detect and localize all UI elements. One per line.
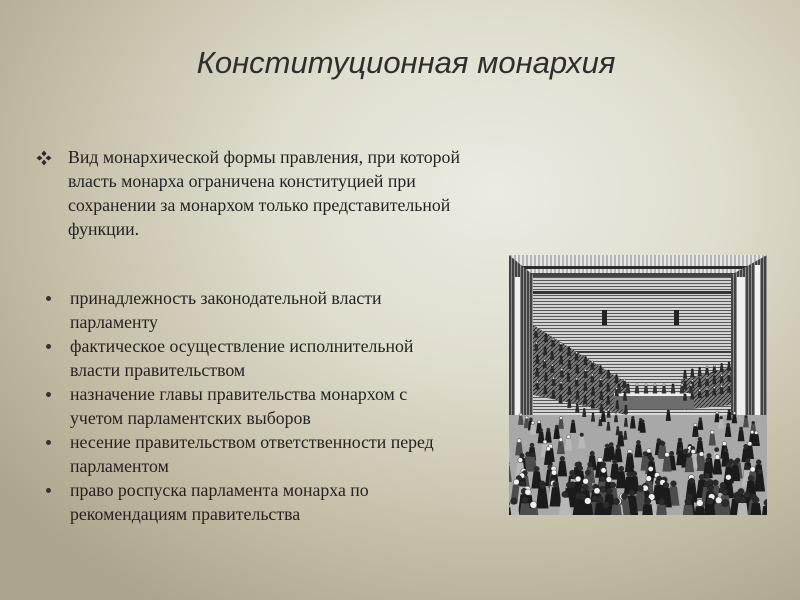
seated-figure-head xyxy=(608,370,610,372)
bench-figure-head xyxy=(681,384,683,386)
crowd-figure-head xyxy=(525,416,528,419)
crowd-figure-head xyxy=(715,497,722,504)
seated-figure-head xyxy=(553,377,555,379)
crowd-figure-head xyxy=(704,473,710,479)
crowd-figure-head xyxy=(567,435,571,439)
seated-figure-head xyxy=(576,404,578,406)
seated-figure-head xyxy=(728,384,730,386)
crowd-figure-head xyxy=(755,431,759,435)
seated-figure-head xyxy=(575,352,577,354)
round-bullet-icon xyxy=(46,344,51,349)
crowd-figure-head xyxy=(553,481,559,487)
seated-figure-head xyxy=(552,338,554,340)
seated-figure-head xyxy=(699,389,701,391)
feature-line: принадлежность законодательной власти xyxy=(70,288,382,308)
crowd-figure-head xyxy=(598,457,603,462)
crowd-figure-head xyxy=(531,421,534,424)
feature-line: фактическое осуществление исполнительной xyxy=(70,336,414,356)
seated-figure-head xyxy=(536,381,538,383)
crowd-figure-head xyxy=(744,444,748,448)
seated-figure-head xyxy=(544,360,546,362)
seated-figure-head xyxy=(624,431,626,433)
crowd-figure-head xyxy=(616,444,620,448)
seated-figure-head xyxy=(600,365,602,367)
crowd-figure-head xyxy=(705,458,710,463)
crowd-figure-head xyxy=(605,444,609,448)
engraving-cornice-lower xyxy=(509,273,767,277)
seated-figure-head xyxy=(551,351,553,353)
crowd-figure-head xyxy=(724,448,728,452)
definition-line: сохранении за монархом только представительной xyxy=(68,195,451,215)
seated-figure-head xyxy=(706,377,708,379)
seated-figure-head xyxy=(576,365,578,367)
crowd-figure-head xyxy=(739,427,742,430)
engraving-cornice xyxy=(509,266,767,269)
crowd-figure-head xyxy=(575,476,581,482)
seated-figure-head xyxy=(617,426,619,428)
definition-line: власть монарха ограничена конституцией при xyxy=(68,171,416,191)
crowd-figure-head xyxy=(637,485,643,491)
crowd-figure-head xyxy=(707,453,712,458)
crowd-figure-head xyxy=(665,452,670,457)
crowd-figure-head xyxy=(649,457,654,462)
crowd-figure-head xyxy=(722,500,729,507)
seated-figure-head xyxy=(625,418,627,420)
seated-figure-head xyxy=(623,379,625,381)
seated-figure-head xyxy=(684,370,686,372)
seated-figure-head xyxy=(584,356,586,358)
seated-figure-head xyxy=(592,387,594,389)
seated-figure-head xyxy=(624,392,626,394)
seated-figure-head xyxy=(551,364,553,366)
crowd-figure-head xyxy=(601,468,606,473)
crowd-figure-head xyxy=(678,447,682,451)
crowd-figure-head xyxy=(583,478,589,484)
crowd-figure-head xyxy=(716,411,719,414)
crowd-figure-head xyxy=(745,415,748,418)
crowd-figure-head xyxy=(745,458,750,463)
seated-figure-head xyxy=(615,374,617,376)
crowd-figure-head xyxy=(517,439,521,443)
feature-line: парламентом xyxy=(70,456,169,476)
crowd-figure-head xyxy=(529,418,532,421)
seated-figure-head xyxy=(728,373,730,375)
crowd-figure-head xyxy=(694,423,697,426)
seated-figure-head xyxy=(560,356,562,358)
bench-figure-head xyxy=(690,384,692,386)
seated-figure-head xyxy=(536,355,538,357)
crowd-figure-head xyxy=(752,421,755,424)
feature-item xyxy=(44,478,434,526)
crowd-figure-head xyxy=(699,417,702,420)
diamond-bullet-icon xyxy=(36,150,52,166)
feature-line: парламенту xyxy=(70,312,158,332)
crowd-figure-head xyxy=(726,423,729,426)
crowd-figure-head xyxy=(661,442,665,446)
crowd-figure-head xyxy=(647,449,651,453)
round-bullet-icon xyxy=(46,488,51,493)
seated-figure-head xyxy=(615,413,617,415)
seated-figure-head xyxy=(560,382,562,384)
crowd-figure-head xyxy=(739,496,746,503)
crowd-figure-head xyxy=(559,438,563,442)
crowd-figure-head xyxy=(715,447,719,451)
crowd-figure-head xyxy=(530,501,537,508)
crowd-figure-head xyxy=(756,460,761,465)
crowd-figure-head xyxy=(555,425,558,428)
seated-figure-head xyxy=(545,373,547,375)
definition-line: функции. xyxy=(68,219,140,239)
bench-figure-head xyxy=(654,384,656,386)
crowd-figure-head xyxy=(534,466,539,471)
seated-figure-head xyxy=(584,382,586,384)
seated-figure-head xyxy=(535,329,537,331)
crowd-figure-head xyxy=(643,451,648,456)
seated-figure-head xyxy=(625,405,627,407)
definition-paragraph xyxy=(68,145,460,241)
crowd-figure-head xyxy=(519,413,522,416)
feature-line: назначение главы правительства монархом с xyxy=(70,384,408,404)
seated-figure-head xyxy=(536,368,538,370)
crowd-figure-head xyxy=(585,470,590,475)
crowd-figure-head xyxy=(745,465,750,470)
seated-figure-head xyxy=(592,413,594,415)
crowd-figure-head xyxy=(699,452,704,457)
crowd-figure-head xyxy=(744,491,750,497)
engraving-gallery-rail xyxy=(531,291,731,294)
seated-figure-head xyxy=(600,378,602,380)
crowd-figure-head xyxy=(520,453,525,458)
crowd-figure-head xyxy=(726,474,732,480)
crowd-figure-head xyxy=(691,449,695,453)
crowd-figure-head xyxy=(582,484,588,490)
seated-figure-head xyxy=(591,374,593,376)
seated-figure-head xyxy=(721,374,723,376)
seated-figure-head xyxy=(560,395,562,397)
crowd-figure-head xyxy=(698,437,702,441)
seated-figure-head xyxy=(713,376,715,378)
crowd-figure-head xyxy=(597,496,604,503)
crowd-figure-head xyxy=(588,462,593,467)
crowd-figure-head xyxy=(750,467,755,472)
crowd-figure-head xyxy=(547,428,550,431)
crowd-figure-head xyxy=(726,462,731,467)
crowd-figure-head xyxy=(658,498,665,505)
crowd-figure-head xyxy=(619,466,624,471)
crowd-figure-head xyxy=(689,478,695,484)
crowd-figure-head xyxy=(525,489,531,495)
feature-line: несение правительством ответственности перед xyxy=(70,432,434,452)
crowd-figure-head xyxy=(627,453,632,458)
crowd-figure-head xyxy=(522,497,529,504)
crowd-figure-head xyxy=(715,455,720,460)
round-bullet-icon xyxy=(46,296,51,301)
crowd-figure-head xyxy=(560,417,563,420)
seated-figure-head xyxy=(684,381,686,383)
seated-figure-head xyxy=(713,365,715,367)
crowd-figure-head xyxy=(590,451,595,456)
seated-figure-head xyxy=(591,361,593,363)
crowd-figure-head xyxy=(594,488,600,494)
seated-figure-head xyxy=(560,343,562,345)
crowd-figure-head xyxy=(584,498,591,505)
seated-figure-head xyxy=(592,400,594,402)
crowd-figure-head xyxy=(619,431,623,435)
diamond-bullet-top xyxy=(42,151,47,157)
crowd-figure-head xyxy=(520,481,526,487)
crowd-figure-head xyxy=(513,479,519,485)
crowd-figure-head xyxy=(696,500,703,507)
crowd-figure-head xyxy=(684,449,688,453)
seated-figure-head xyxy=(568,360,570,362)
crowd-figure-head xyxy=(518,458,523,463)
seated-figure-head xyxy=(607,396,609,398)
crowd-figure-head xyxy=(511,498,518,505)
crowd-figure-head xyxy=(560,456,565,461)
crowd-figure-head xyxy=(687,453,692,458)
crowd-figure-head xyxy=(685,498,692,505)
crowd-figure-head xyxy=(733,412,736,415)
diamond-bullet-right xyxy=(46,156,52,161)
slide-title: Конституционная монархия xyxy=(196,45,616,80)
crowd-figure-head xyxy=(546,447,550,451)
crowd-figure-head xyxy=(722,489,728,495)
crowd-figure-head xyxy=(606,488,612,494)
definition-line: Вид монархической формы правления, при которой xyxy=(68,147,460,167)
seated-figure-head xyxy=(576,378,578,380)
crowd-figure-head xyxy=(678,438,682,442)
feature-item xyxy=(44,382,434,430)
feature-item xyxy=(44,334,434,382)
seated-figure-head xyxy=(728,362,730,364)
bench-figure-head xyxy=(663,384,665,386)
seated-figure-head xyxy=(552,390,554,392)
crowd-figure-head xyxy=(733,460,738,465)
crowd-figure-head xyxy=(538,420,541,423)
crowd-figure-head xyxy=(530,452,535,457)
crowd-figure-head xyxy=(562,491,568,497)
crowd-figure-head xyxy=(602,411,605,414)
seated-figure-head xyxy=(607,383,609,385)
crowd-figure-head xyxy=(613,498,620,505)
seated-figure-head xyxy=(616,400,618,402)
bench-figure-head xyxy=(645,384,647,386)
crowd-figure-head xyxy=(631,416,634,419)
seated-figure-head xyxy=(691,369,693,371)
crowd-figure-head xyxy=(600,476,606,482)
crowd-figure-head xyxy=(671,481,677,487)
seated-figure-head xyxy=(568,399,570,401)
seated-figure-head xyxy=(706,388,708,390)
seated-figure-head xyxy=(544,347,546,349)
seated-figure-head xyxy=(706,366,708,368)
seated-figure-head xyxy=(568,347,570,349)
crowd-figure-head xyxy=(648,466,653,471)
seated-figure-head xyxy=(691,380,693,382)
crowd-figure-head xyxy=(753,497,760,504)
crowd-figure-head xyxy=(646,476,652,482)
crowd-figure-head xyxy=(667,410,670,413)
crowd-figure-head xyxy=(644,498,651,505)
crowd-figure-head xyxy=(669,451,674,456)
feature-line: рекомендациям правительства xyxy=(70,504,301,524)
feature-line: власти правительством xyxy=(70,360,246,380)
seated-figure-head xyxy=(545,334,547,336)
crowd-figure-head xyxy=(530,443,534,447)
crowd-figure-head xyxy=(627,471,632,476)
crowd-figure-head xyxy=(580,433,584,437)
crowd-figure-head xyxy=(609,442,613,446)
engraving-wall-fixture xyxy=(674,310,679,325)
crowd-figure-head xyxy=(757,469,762,474)
diamond-bullet-bottom xyxy=(42,160,47,166)
feature-line: право роспуска парламента монарха по xyxy=(70,480,369,500)
crowd-figure-head xyxy=(707,485,713,491)
crowd-figure-head xyxy=(572,420,575,423)
seated-figure-head xyxy=(568,386,570,388)
bench-figure-head xyxy=(672,384,674,386)
engraving-frieze xyxy=(509,255,767,273)
crowd-figure-head xyxy=(566,482,572,488)
seated-figure-head xyxy=(600,391,602,393)
crowd-figure-head xyxy=(551,470,556,475)
crowd-figure-head xyxy=(539,483,545,489)
crowd-figure-head xyxy=(713,480,719,486)
diamond-bullet-left xyxy=(37,156,43,161)
seated-figure-head xyxy=(567,373,569,375)
bench-figure-head xyxy=(627,384,629,386)
engraving-wall-fixture xyxy=(602,310,607,325)
features-list xyxy=(44,286,434,526)
seated-figure-head xyxy=(607,422,609,424)
crowd-figure-head xyxy=(663,482,669,488)
crowd-figure-head xyxy=(641,420,644,423)
seated-figure-head xyxy=(721,363,723,365)
crowd-figure-head xyxy=(636,440,640,444)
crowd-figure-head xyxy=(722,442,726,446)
feature-line: учетом парламентских выборов xyxy=(70,408,311,428)
seated-figure-head xyxy=(576,391,578,393)
feature-item xyxy=(44,430,434,478)
crowd-figure-head xyxy=(610,482,616,488)
crowd-figure-head xyxy=(578,466,583,471)
crowd-figure-head xyxy=(612,459,617,464)
crowd-figure-head xyxy=(728,409,731,412)
crowd-figure-head xyxy=(748,475,754,481)
crowd-figure-head xyxy=(629,489,635,495)
crowd-figure-head xyxy=(525,452,530,457)
bench-figure-head xyxy=(618,384,620,386)
round-bullet-icon xyxy=(46,440,51,445)
seated-figure-head xyxy=(585,369,587,371)
seated-figure-head xyxy=(608,409,610,411)
seated-figure-head xyxy=(684,392,686,394)
seated-figure-head xyxy=(544,386,546,388)
crowd-figure-head xyxy=(621,493,627,499)
crowd-figure-head xyxy=(710,430,714,434)
seated-figure-head xyxy=(600,404,602,406)
seated-figure-head xyxy=(535,342,537,344)
seated-figure-head xyxy=(583,408,585,410)
crowd-figure-head xyxy=(699,474,705,480)
seated-figure-head xyxy=(713,387,715,389)
crowd-figure-head xyxy=(750,430,754,434)
feature-item xyxy=(44,286,434,334)
crowd-figure-head xyxy=(543,440,547,444)
crowd-figure-head xyxy=(720,416,723,419)
seated-figure-head xyxy=(561,369,563,371)
seated-figure-head xyxy=(699,378,701,380)
parliament-engraving-image xyxy=(509,255,767,515)
seated-figure-head xyxy=(584,395,586,397)
crowd-figure-head xyxy=(707,498,714,505)
crowd-figure-head xyxy=(606,477,612,483)
bench-figure-head xyxy=(636,384,638,386)
crowd-figure-head xyxy=(748,442,752,446)
round-bullet-icon xyxy=(46,392,51,397)
crowd-figure-head xyxy=(539,429,542,432)
seated-figure-head xyxy=(699,367,701,369)
seated-figure-head xyxy=(721,385,723,387)
crowd-figure-head xyxy=(603,502,610,509)
